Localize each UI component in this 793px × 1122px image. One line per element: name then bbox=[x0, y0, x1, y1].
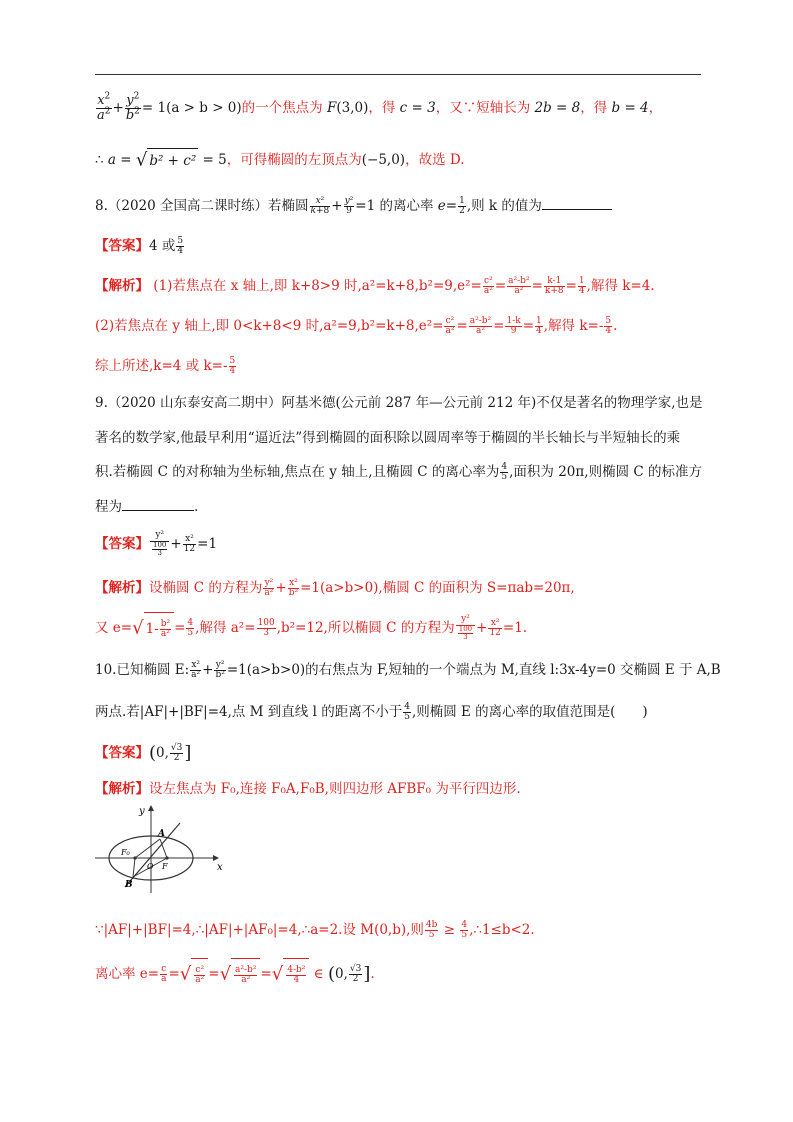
q9-analysis-2a: 又 e= bbox=[95, 620, 133, 636]
q8-summary-text: 综上所述,k=4 或 k=- bbox=[95, 358, 228, 374]
q7-b-value: b = 4 bbox=[611, 100, 649, 116]
q10-frac-sqrt3-2-b: $\frac{√3}{2}$ bbox=[349, 963, 362, 984]
q7-line-2 bbox=[95, 148, 465, 172]
q9-analysis-1: 【解析】设椭圆 C 的方程为 $\frac{\text{y²}}{\text{a²}}$ + $\frac{\text{x²}}{\text{b²}}$ =1(a>b>0),椭圆 C 的面积为 S=πab=20π, bbox=[95, 577, 575, 598]
q10-analysis-1-text: 设左焦点为 F₀,连接 F₀A,F₀B,则四边形 AFBF₀ 为平行四边形. bbox=[149, 781, 521, 797]
q7-frac-y2b2: $\frac{y^2}{b^2}$ bbox=[125, 92, 140, 123]
q9-analysis-label: 【解析】 bbox=[95, 580, 149, 596]
q8-frac-c2a2-b: $\frac{\text{c²}}{\text{a²}}$ bbox=[445, 315, 455, 336]
q10-answer-label: 【答案】 bbox=[95, 745, 149, 761]
q10-analysis-2 bbox=[95, 915, 535, 945]
q8-answer-value: 4 或 bbox=[149, 238, 176, 254]
q8-frac-1k9: $\frac{1-k}{9}$ bbox=[506, 315, 521, 336]
q7-choose-d: ，故选 D. bbox=[405, 152, 465, 168]
q9-ans-frac-y: $\frac{\text{y²}}{\frac{100}{3}}$ bbox=[150, 531, 169, 557]
q10-rad-2: √ $\frac{\text{a²-b²}}{\text{a²}}$ bbox=[220, 958, 261, 991]
q9-line-4 bbox=[95, 497, 198, 517]
point-F bbox=[165, 856, 168, 859]
q8-analysis-label: 【解析】 bbox=[95, 278, 149, 294]
q9-frac-x2b2: $\frac{\text{x²}}{\text{b²}}$ bbox=[288, 577, 299, 598]
q10-frac-ca: $\frac{c}{a}$ bbox=[161, 963, 167, 984]
q9-answer: 【答案】 $\frac{\text{y²}}{\frac{100}{3}}$ + $\frac{\text{x²}}{12}$ =1 bbox=[95, 530, 218, 558]
q7-text-also: ，又∵短轴长为 bbox=[435, 100, 531, 116]
q7-text-focus: 的一个焦点为 bbox=[241, 100, 323, 116]
header-rule bbox=[95, 74, 701, 75]
q9-line-3 bbox=[95, 458, 702, 486]
q8-frac-a2b2: $\frac{\text{a²-b²}}{\text{a²}}$ bbox=[508, 275, 530, 296]
q7-radicand: b² + c² bbox=[147, 148, 198, 173]
q10-rad-3: √ $\frac{\text{4-b²}}{4}$ bbox=[272, 958, 310, 991]
q8-analysis-1: 【解析】 (1)若焦点在 x 轴上,即 k+8>9 时,a²=k+8,b²=9,e²= $\frac{\text{c²}}{\text{a²}}$ = $\frac{\text{a²-b²}}{\text{a²}}$ = $\frac{k-1}{k+8}$ = $\frac{1}{4}$ ,解得 k=4. bbox=[95, 275, 655, 296]
q10-line-2b: ,则椭圆 E 的离心率的取值范围是( ) bbox=[411, 704, 648, 720]
q10-rad-1: √ $\frac{\text{c²}}{\text{a²}}$ bbox=[180, 958, 208, 991]
q9-line-1: 9.（2020 山东泰安高二期中）阿基米德(公元前 287 年—公元前 212 年)不仅是著名的物理学家,也是 bbox=[95, 395, 703, 411]
q9-analysis-2b: 解得 a²= bbox=[199, 620, 256, 636]
q8-frac-quarter-2: $\frac{1}{4}$ bbox=[536, 315, 542, 336]
q10-analysis-in: ∈ bbox=[313, 966, 324, 982]
q10-line-2 bbox=[95, 698, 648, 726]
q8-analysis-1a: (1)若焦点在 x 轴上,即 k+8>9 时,a²=k+8,b²=9,e²= bbox=[153, 278, 482, 294]
q9-analysis-1a: 设椭圆 C 的方程为 bbox=[149, 580, 263, 596]
q7-therefore: ∴ bbox=[95, 152, 104, 168]
q8-summary bbox=[95, 352, 237, 380]
q10-line-1a: 10.已知椭圆 E: bbox=[95, 662, 190, 678]
q9-line-4-text: 程为 bbox=[95, 499, 122, 515]
q10-analysis-1 bbox=[95, 779, 521, 799]
q10-interval-right: ] bbox=[184, 742, 192, 764]
q10-line-2a: 两点.若|AF|+|BF|=4,点 M 到直线 l 的距离不小于 bbox=[95, 704, 403, 720]
label-A: A bbox=[158, 829, 165, 839]
q8-end: ,则 k 的值为 bbox=[466, 198, 542, 214]
q7-radical: √ b² + c² bbox=[136, 148, 198, 173]
q9-frac-y2a2: $\frac{\text{y²}}{\text{a²}}$ bbox=[264, 577, 274, 598]
q8-analysis-2: (2)若焦点在 y 轴上,即 0<k+8<9 时,a²=9,b²=k+8,e²= $\frac{\text{c²}}{\text{a²}}$ = $\frac{\text{a²-b²}}{\text{a²}}$ = $\frac{1-k}{9}$ = $\frac{1}{4}$ ,解得 k=- $\frac{5}{4}$ . bbox=[95, 315, 618, 336]
q10-frac-45: $\frac{4}{5}$ bbox=[404, 701, 410, 722]
q8-frac-quarter-1: $\frac{1}{4}$ bbox=[578, 275, 585, 296]
q8-answer-frac bbox=[176, 237, 184, 257]
q8-answer-label: 【答案】 bbox=[95, 238, 149, 254]
q10-analysis-2a: ∵|AF|+|BF|=4,∴|AF|+|AF₀|=4,∴a=2.设 M(0,b),则 bbox=[95, 922, 424, 938]
q7-text-end: ， bbox=[648, 100, 663, 116]
q7-line-1: $\frac{x^2}{a^2}$ + $\frac{y^2}{b^2}$ = 1(a > b > 0)的一个焦点为 F(3,0)，得 c = 3，又∵短轴长为 2b = 8，得 b = 4， bbox=[97, 92, 663, 123]
q7-point: (3,0) bbox=[336, 100, 369, 116]
q9-answer-eq: =1 bbox=[197, 536, 218, 552]
q10-frac-y2b2: $\frac{\text{y²}}{\text{b²}}$ bbox=[215, 659, 225, 680]
q8-answer-frac-num: 5 bbox=[177, 235, 184, 246]
q8-frac-x2k8: $\frac{\text{x²}}{k+8}$ bbox=[310, 195, 330, 216]
q8-answer bbox=[95, 232, 185, 260]
q10-analysis-ge: ≥ bbox=[443, 922, 456, 938]
q10-answer bbox=[95, 738, 191, 768]
q10-analysis-label: 【解析】 bbox=[95, 781, 149, 797]
label-x: x bbox=[217, 862, 223, 873]
q8-frac-half: $\frac{1}{2}$ bbox=[459, 195, 465, 216]
q8-frac-54-b: $\frac{5}{4}$ bbox=[229, 355, 236, 376]
q9-analysis-2c: ,b²=12,所以椭圆 C 的方程为 bbox=[276, 620, 455, 636]
q7-frac-x2a2: $\frac{x^2}{a^2}$ bbox=[97, 92, 111, 123]
q10-frac-sqrt3-2: $\frac{√3}{2}$ bbox=[170, 742, 183, 763]
q10-frac-x2a2: $\frac{\text{x²}}{\text{a²}}$ bbox=[191, 659, 201, 680]
q8-answer-frac-den: 4 bbox=[177, 246, 184, 256]
q10-frac-45-b: $\frac{4}{5}$ bbox=[461, 919, 468, 940]
q10-analysis-3c: . bbox=[370, 966, 375, 982]
q8-answer-blank bbox=[542, 209, 612, 210]
label-y: y bbox=[139, 806, 145, 817]
segment-F0B bbox=[133, 858, 135, 877]
point-F0 bbox=[133, 856, 136, 859]
x-axis bbox=[95, 855, 219, 861]
q9-frac-x2-12: $\frac{\text{x²}}{12}$ bbox=[489, 617, 501, 638]
q8-frac-y29: $\frac{\text{y²}}{9}$ bbox=[344, 195, 354, 216]
q9-ans-frac-x: $\frac{\text{x²}}{12}$ bbox=[183, 533, 196, 554]
q8-question: 8.（2020 全国高二课时练）若椭圆 $\frac{\text{x²}}{k+8}$ + $\frac{\text{y²}}{9}$ =1 的离心率 e= $\frac{1}{2}$ ,则 k 的值为 bbox=[95, 192, 612, 220]
q9-analysis-1b: =1(a>b>0),椭圆 C 的面积为 S=πab=20π, bbox=[300, 580, 575, 596]
q8-frac-c2a2: $\frac{\text{c²}}{\text{a²}}$ bbox=[483, 275, 493, 296]
q7-eq5: = 5 bbox=[202, 152, 227, 168]
q8-frac-54-a: $\frac{5}{4}$ bbox=[605, 315, 612, 336]
q7-text-get2: ，得 bbox=[580, 100, 608, 116]
q7-eq-rhs: = 1(a > b > 0) bbox=[141, 100, 242, 116]
q9-frac-y2-1003: $\frac{\text{y²}}{\frac{100}{3}}$ bbox=[456, 615, 475, 641]
q8-analysis-1b: 解得 k=4. bbox=[590, 278, 655, 294]
q8-frac-a2b2-b: $\frac{\text{a²-b²}}{\text{a²}}$ bbox=[469, 315, 492, 336]
q7-c-value: c = 3 bbox=[399, 100, 436, 116]
label-O: O bbox=[147, 862, 154, 871]
ellipse-diagram bbox=[95, 805, 225, 895]
q9-line-3b: ,面积为 20π,则椭圆 C 的标准方 bbox=[509, 464, 702, 480]
q8-analysis-2b: 解得 k=- bbox=[548, 318, 604, 334]
q7-text-get: ，得 bbox=[368, 100, 396, 116]
q8-mid: =1 的离心率 bbox=[355, 198, 434, 214]
q7-left-vertex: (−5,0) bbox=[361, 152, 406, 168]
q10-analysis-2c: ,∴1≤b<2. bbox=[469, 922, 535, 938]
q9-analysis-2d: =1. bbox=[502, 620, 528, 636]
q10-interval-left: ( bbox=[149, 742, 157, 764]
segment-F0A bbox=[135, 839, 160, 858]
q7-a-eq: a = bbox=[107, 152, 132, 168]
q9-answer-blank bbox=[122, 510, 194, 511]
q10-line-1: 10.已知椭圆 E: $\frac{\text{x²}}{\text{a²}}$ + $\frac{\text{y²}}{\text{b²}}$ =1(a>b>0)的右焦点为 F,短轴的一个端点为 M,直线 l:3x-4y=0 交椭圆 E 于 A,B bbox=[95, 659, 721, 680]
q7-left-vertex-text: ，可得椭圆的左顶点为 bbox=[226, 152, 362, 168]
q10-analysis-3: 离心率 e= $\frac{c}{a}$ =√ $\frac{\text{c²}}{\text{a²}}$ =√ $\frac{\text{a²-b²}}{\text{a²}}$ =√ $\frac{\text{4-b²}}{4}$ ∈ (0, $\frac{√3}{2}$ ]. bbox=[95, 958, 375, 990]
q10-frac-4b5: $\frac{4b}{5}$ bbox=[425, 919, 438, 940]
q9-line-4-end: . bbox=[194, 499, 199, 515]
q8-frac-k1k8: $\frac{k-1}{k+8}$ bbox=[544, 275, 564, 296]
q9-frac-45: $\frac{4}{5}$ bbox=[501, 461, 508, 482]
label-F: F bbox=[162, 862, 168, 871]
label-F0: F₀ bbox=[121, 848, 130, 857]
q9-answer-label: 【答案】 bbox=[95, 536, 149, 552]
q7-F: F bbox=[326, 100, 337, 116]
q9-line-3a: 积.若椭圆 C 的对称轴为坐标轴,焦点在 y 轴上,且椭圆 C 的离心率为 bbox=[95, 464, 500, 480]
q8-analysis-2a: (2)若焦点在 y 轴上,即 0<k+8<9 时,a²=9,b²=k+8,e²= bbox=[95, 318, 444, 334]
q9-analysis-2: 又 e=√ 1- $\frac{\text{b²}}{\text{a²}}$ = $\frac{4}{5}$ ,解得 a²= $\frac{100}{3}$ ,b²=12,所以椭圆 C 的方程为 $\frac{\text{y²}}{\frac{100}{3}}$ + $\frac{\text{x²}}{12}$ =1. bbox=[95, 612, 527, 644]
q7-2b-value: 2b = 8 bbox=[534, 100, 581, 116]
q9-frac-45-b: $\frac{4}{5}$ bbox=[187, 617, 194, 638]
q10-analysis-3a: 离心率 e= bbox=[95, 966, 160, 982]
q9-frac-1003: $\frac{100}{3}$ bbox=[257, 617, 275, 638]
q9-radical: √ 1- $\frac{\text{b²}}{\text{a²}}$ bbox=[132, 612, 174, 645]
label-B: B bbox=[125, 880, 133, 890]
q8-prefix: 8.（2020 全国高二课时练）若椭圆 bbox=[95, 198, 309, 214]
q8-e-eq: e= bbox=[437, 198, 458, 214]
q9-line-2: 著名的数学家,他最早利用“逼近法”得到椭圆的面积除以圆周率等于椭圆的半长轴长与半短轴长的乘 bbox=[95, 430, 681, 446]
q10-interval-zero: 0, bbox=[156, 745, 169, 761]
q10-line-1b: =1(a>b>0)的右焦点为 F,短轴的一个端点为 M,直线 l:3x-4y=0 交椭圆 E 于 A,B bbox=[226, 662, 721, 678]
